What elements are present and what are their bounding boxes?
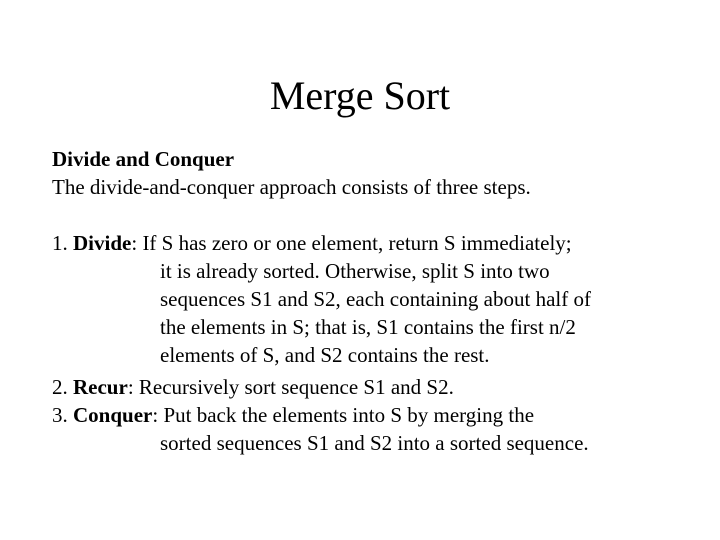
step-text: Recursively sort sequence S1 and S2. (138, 375, 454, 399)
step-conquer-line: sorted sequences S1 and S2 into a sorted sequence. (160, 431, 589, 455)
step-text: Put back the elements into S by merging the (163, 403, 535, 427)
step-divide-line: elements of S, and S2 contains the rest. (160, 343, 490, 367)
step-divide-line: it is already sorted. Otherwise, split S into two (160, 259, 550, 283)
step-name: Divide (73, 231, 132, 255)
step-name: Recur (73, 375, 128, 399)
step-name: Conquer (73, 403, 153, 427)
step-recur: 2. Recur: Recursively sort sequence S1 and S2. (52, 375, 454, 399)
step-number: 3. (52, 403, 68, 427)
section-heading: Divide and Conquer (52, 147, 235, 171)
step-divide-line: sequences S1 and S2, each containing about half of (160, 287, 591, 311)
intro-text: The divide-and-conquer approach consists of three steps. (52, 175, 531, 199)
step-divide-line: the elements in S; that is, S1 contains the first n/2 (160, 315, 576, 339)
step-divide: 1. Divide: If S has zero or one element, return S immediately; (52, 231, 572, 255)
step-conquer: 3. Conquer: Put back the elements into S by merging the (52, 403, 535, 427)
step-text: If S has zero or one element, return S immediately; (142, 231, 572, 255)
step-number: 2. (52, 375, 68, 399)
step-number: 1. (52, 231, 68, 255)
slide-title: Merge Sort (269, 73, 451, 118)
